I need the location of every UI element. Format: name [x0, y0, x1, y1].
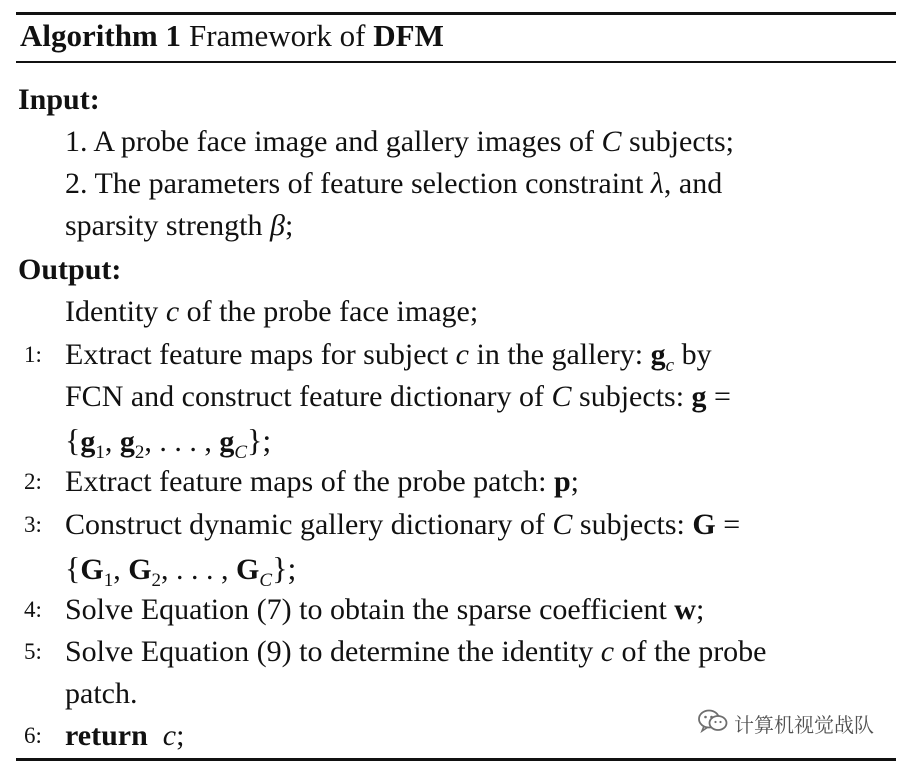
output-heading: Output:	[18, 253, 122, 286]
step-number: 4:	[24, 597, 42, 622]
algorithm-title	[20, 14, 444, 58]
step-number: 3:	[24, 512, 42, 537]
watermark	[698, 706, 874, 740]
step-1-line-1: Extract feature maps for subject c in the gallery: $g_c$ by	[65, 338, 712, 376]
step-1-line-2: FCN and construct feature dictionary of C subjects: g =	[65, 380, 731, 413]
algorithm-name: DFM	[373, 18, 444, 53]
input-heading: Input:	[18, 83, 100, 116]
output-line-1: Identity c of the probe face image;	[65, 295, 479, 328]
step-6-line-1: return c;	[65, 719, 185, 752]
step-3-line-2: {$G_1$, $G_2$, . . . , $G_C$};	[65, 550, 297, 591]
input-line-3: sparsity strength β;	[65, 209, 294, 242]
watermark-text: 计算机视觉战队	[734, 712, 874, 737]
step-number: 6:	[24, 723, 42, 748]
step-number: 5:	[24, 639, 42, 664]
step-5-line-1: Solve Equation (9) to determine the identity c of the probe	[65, 635, 767, 668]
input-line-2: 2. The parameters of feature selection constraint λ, and	[65, 167, 723, 200]
title-rule	[16, 61, 896, 63]
step-2-line-1: Extract feature maps of the probe patch: p;	[65, 465, 579, 498]
step-1-line-3: {$g_1$, $g_2$, . . . , $g_C$};	[65, 422, 272, 463]
step-5-line-2: patch.	[65, 677, 138, 710]
step-number: 1:	[24, 342, 42, 367]
step-number: 2:	[24, 469, 42, 494]
input-line-1: 1. A probe face image and gallery images of C subjects;	[65, 125, 734, 158]
step-4-line-1: Solve Equation (7) to obtain the sparse coefficient w;	[65, 593, 705, 626]
algorithm-title-text: Framework of	[189, 18, 366, 53]
wechat-icon	[698, 708, 728, 739]
bottom-rule	[16, 758, 896, 761]
algorithm-label: Algorithm 1	[20, 18, 182, 53]
step-3-line-1: Construct dynamic gallery dictionary of C subjects: G =	[65, 508, 741, 541]
